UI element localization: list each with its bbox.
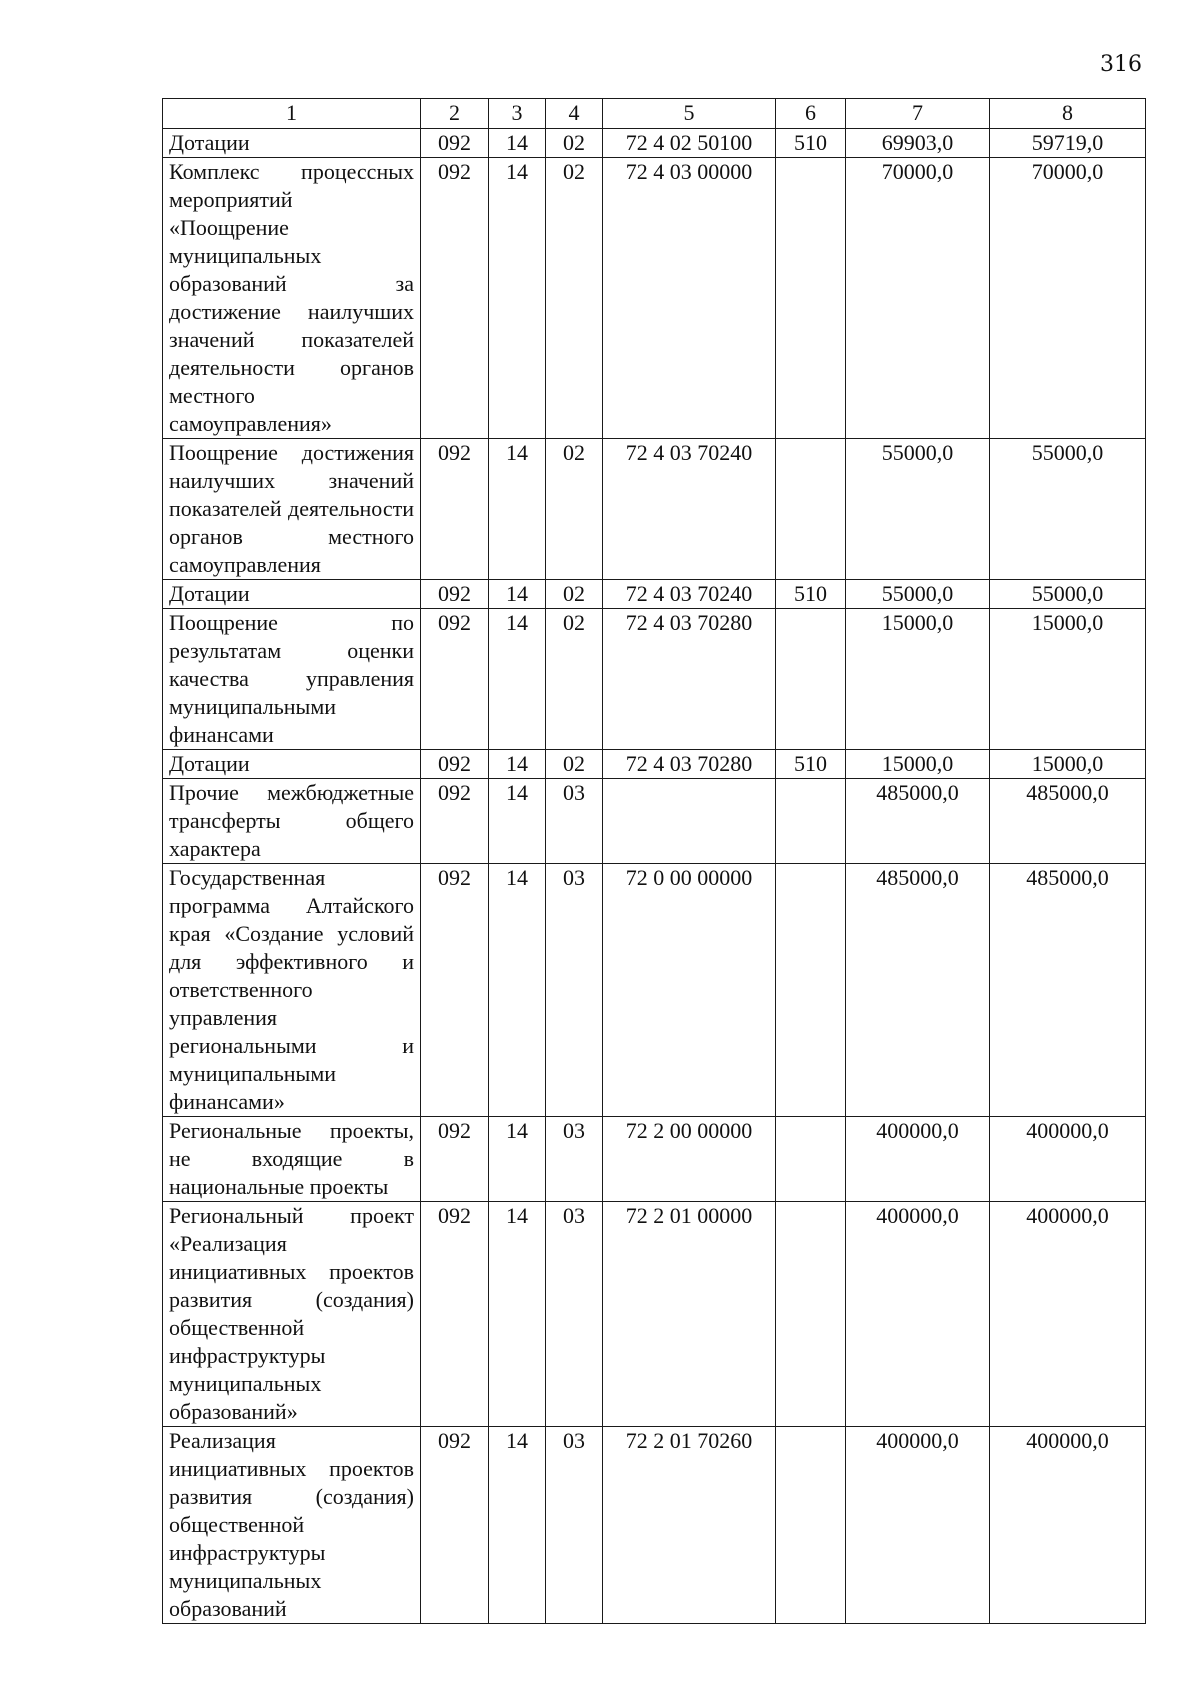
row-code-cell: 092 <box>421 609 489 750</box>
row-subsection-cell: 02 <box>546 129 603 158</box>
header-cell-4: 4 <box>546 99 603 129</box>
row-amount-cell: 69903,0 <box>846 129 990 158</box>
header-cell-5: 5 <box>603 99 776 129</box>
row-expense-type-cell: 510 <box>776 750 846 779</box>
row-name-cell: Комплекс процессных мероприятий «Поощрение муниципальных образований за достижение наилучших значений показателей деятельности органов местного самоуправления» <box>163 158 421 439</box>
header-cell-1: 1 <box>163 99 421 129</box>
header-cell-8: 8 <box>990 99 1146 129</box>
row-target-article-cell: 72 4 02 50100 <box>603 129 776 158</box>
row-target-article-cell: 72 4 03 00000 <box>603 158 776 439</box>
row-section-cell: 14 <box>489 439 546 580</box>
row-name-cell: Региональные проекты, не входящие в национальные проекты <box>163 1117 421 1202</box>
row-amount-cell: 55000,0 <box>846 580 990 609</box>
row-expense-type-cell <box>776 779 846 864</box>
row-amount-cell: 15000,0 <box>990 750 1146 779</box>
header-cell-3: 3 <box>489 99 546 129</box>
row-code-cell: 092 <box>421 1427 489 1624</box>
row-amount-cell: 400000,0 <box>990 1202 1146 1427</box>
row-amount-cell: 400000,0 <box>846 1117 990 1202</box>
row-amount-cell: 55000,0 <box>990 580 1146 609</box>
row-code-cell: 092 <box>421 750 489 779</box>
row-name-cell: Реализация инициативных проектов развития (создания) общественной инфраструктуры муниципальных образований <box>163 1427 421 1624</box>
row-subsection-cell: 02 <box>546 750 603 779</box>
row-amount-cell: 400000,0 <box>990 1117 1146 1202</box>
row-subsection-cell: 02 <box>546 439 603 580</box>
row-code-cell: 092 <box>421 129 489 158</box>
header-cell-6: 6 <box>776 99 846 129</box>
row-expense-type-cell: 510 <box>776 129 846 158</box>
row-amount-cell: 15000,0 <box>846 750 990 779</box>
row-amount-cell: 400000,0 <box>990 1427 1146 1624</box>
row-expense-type-cell <box>776 158 846 439</box>
row-subsection-cell: 02 <box>546 158 603 439</box>
row-target-article-cell: 72 4 03 70240 <box>603 439 776 580</box>
table-row <box>163 750 1146 779</box>
row-code-cell: 092 <box>421 158 489 439</box>
row-section-cell: 14 <box>489 129 546 158</box>
table-row <box>163 1427 1146 1624</box>
row-expense-type-cell: 510 <box>776 580 846 609</box>
row-amount-cell: 400000,0 <box>846 1202 990 1427</box>
row-subsection-cell: 03 <box>546 1427 603 1624</box>
row-section-cell: 14 <box>489 779 546 864</box>
row-name-cell: Поощрение по результатам оценки качества управления муниципальными финансами <box>163 609 421 750</box>
row-subsection-cell: 02 <box>546 609 603 750</box>
row-target-article-cell: 72 2 00 00000 <box>603 1117 776 1202</box>
table-row <box>163 1202 1146 1427</box>
row-name-cell: Государственная программа Алтайского края «Создание условий для эффективного и ответственного управления региональными и муниципальными финансами» <box>163 864 421 1117</box>
row-expense-type-cell <box>776 1427 846 1624</box>
row-target-article-cell: 72 4 03 70280 <box>603 750 776 779</box>
row-amount-cell: 400000,0 <box>846 1427 990 1624</box>
page-number: 316 <box>1100 52 1142 77</box>
table-row <box>163 129 1146 158</box>
header-cell-7: 7 <box>846 99 990 129</box>
row-section-cell: 14 <box>489 1202 546 1427</box>
row-amount-cell: 485000,0 <box>846 864 990 1117</box>
row-target-article-cell: 72 2 01 00000 <box>603 1202 776 1427</box>
row-subsection-cell: 02 <box>546 580 603 609</box>
table-row <box>163 158 1146 439</box>
row-code-cell: 092 <box>421 1117 489 1202</box>
table-row <box>163 864 1146 1117</box>
header-cell-2: 2 <box>421 99 489 129</box>
row-name-cell: Дотации <box>163 129 421 158</box>
row-name-cell: Региональный проект «Реализация инициативных проектов развития (создания) общественной инфраструктуры муниципальных образований» <box>163 1202 421 1427</box>
row-section-cell: 14 <box>489 158 546 439</box>
row-amount-cell: 485000,0 <box>846 779 990 864</box>
table-row <box>163 580 1146 609</box>
table-row <box>163 1117 1146 1202</box>
row-amount-cell: 15000,0 <box>846 609 990 750</box>
row-target-article-cell: 72 4 03 70280 <box>603 609 776 750</box>
row-code-cell: 092 <box>421 580 489 609</box>
row-target-article-cell: 72 2 01 70260 <box>603 1427 776 1624</box>
row-name-cell: Поощрение достижения наилучших значений показателей деятельности органов местного самоуправления <box>163 439 421 580</box>
row-amount-cell: 15000,0 <box>990 609 1146 750</box>
row-expense-type-cell <box>776 439 846 580</box>
row-name-cell: Дотации <box>163 580 421 609</box>
row-subsection-cell: 03 <box>546 1117 603 1202</box>
row-amount-cell: 70000,0 <box>846 158 990 439</box>
row-name-cell: Дотации <box>163 750 421 779</box>
row-amount-cell: 55000,0 <box>990 439 1146 580</box>
row-name-cell: Прочие межбюджетные трансферты общего характера <box>163 779 421 864</box>
row-subsection-cell: 03 <box>546 779 603 864</box>
table-body <box>163 129 1146 1624</box>
row-expense-type-cell <box>776 1202 846 1427</box>
row-amount-cell: 55000,0 <box>846 439 990 580</box>
row-subsection-cell: 03 <box>546 864 603 1117</box>
row-code-cell: 092 <box>421 439 489 580</box>
row-target-article-cell: 72 0 00 00000 <box>603 864 776 1117</box>
row-section-cell: 14 <box>489 750 546 779</box>
row-section-cell: 14 <box>489 1427 546 1624</box>
row-section-cell: 14 <box>489 864 546 1117</box>
row-target-article-cell: 72 4 03 70240 <box>603 580 776 609</box>
table-row <box>163 779 1146 864</box>
header-row <box>163 99 1146 129</box>
row-code-cell: 092 <box>421 779 489 864</box>
row-section-cell: 14 <box>489 609 546 750</box>
row-expense-type-cell <box>776 864 846 1117</box>
row-section-cell: 14 <box>489 1117 546 1202</box>
table-row <box>163 439 1146 580</box>
row-amount-cell: 485000,0 <box>990 864 1146 1117</box>
row-section-cell: 14 <box>489 580 546 609</box>
row-code-cell: 092 <box>421 864 489 1117</box>
row-amount-cell: 70000,0 <box>990 158 1146 439</box>
row-target-article-cell <box>603 779 776 864</box>
row-subsection-cell: 03 <box>546 1202 603 1427</box>
budget-table <box>162 98 1146 1624</box>
row-expense-type-cell <box>776 1117 846 1202</box>
row-expense-type-cell <box>776 609 846 750</box>
row-code-cell: 092 <box>421 1202 489 1427</box>
table-row <box>163 609 1146 750</box>
row-amount-cell: 485000,0 <box>990 779 1146 864</box>
row-amount-cell: 59719,0 <box>990 129 1146 158</box>
